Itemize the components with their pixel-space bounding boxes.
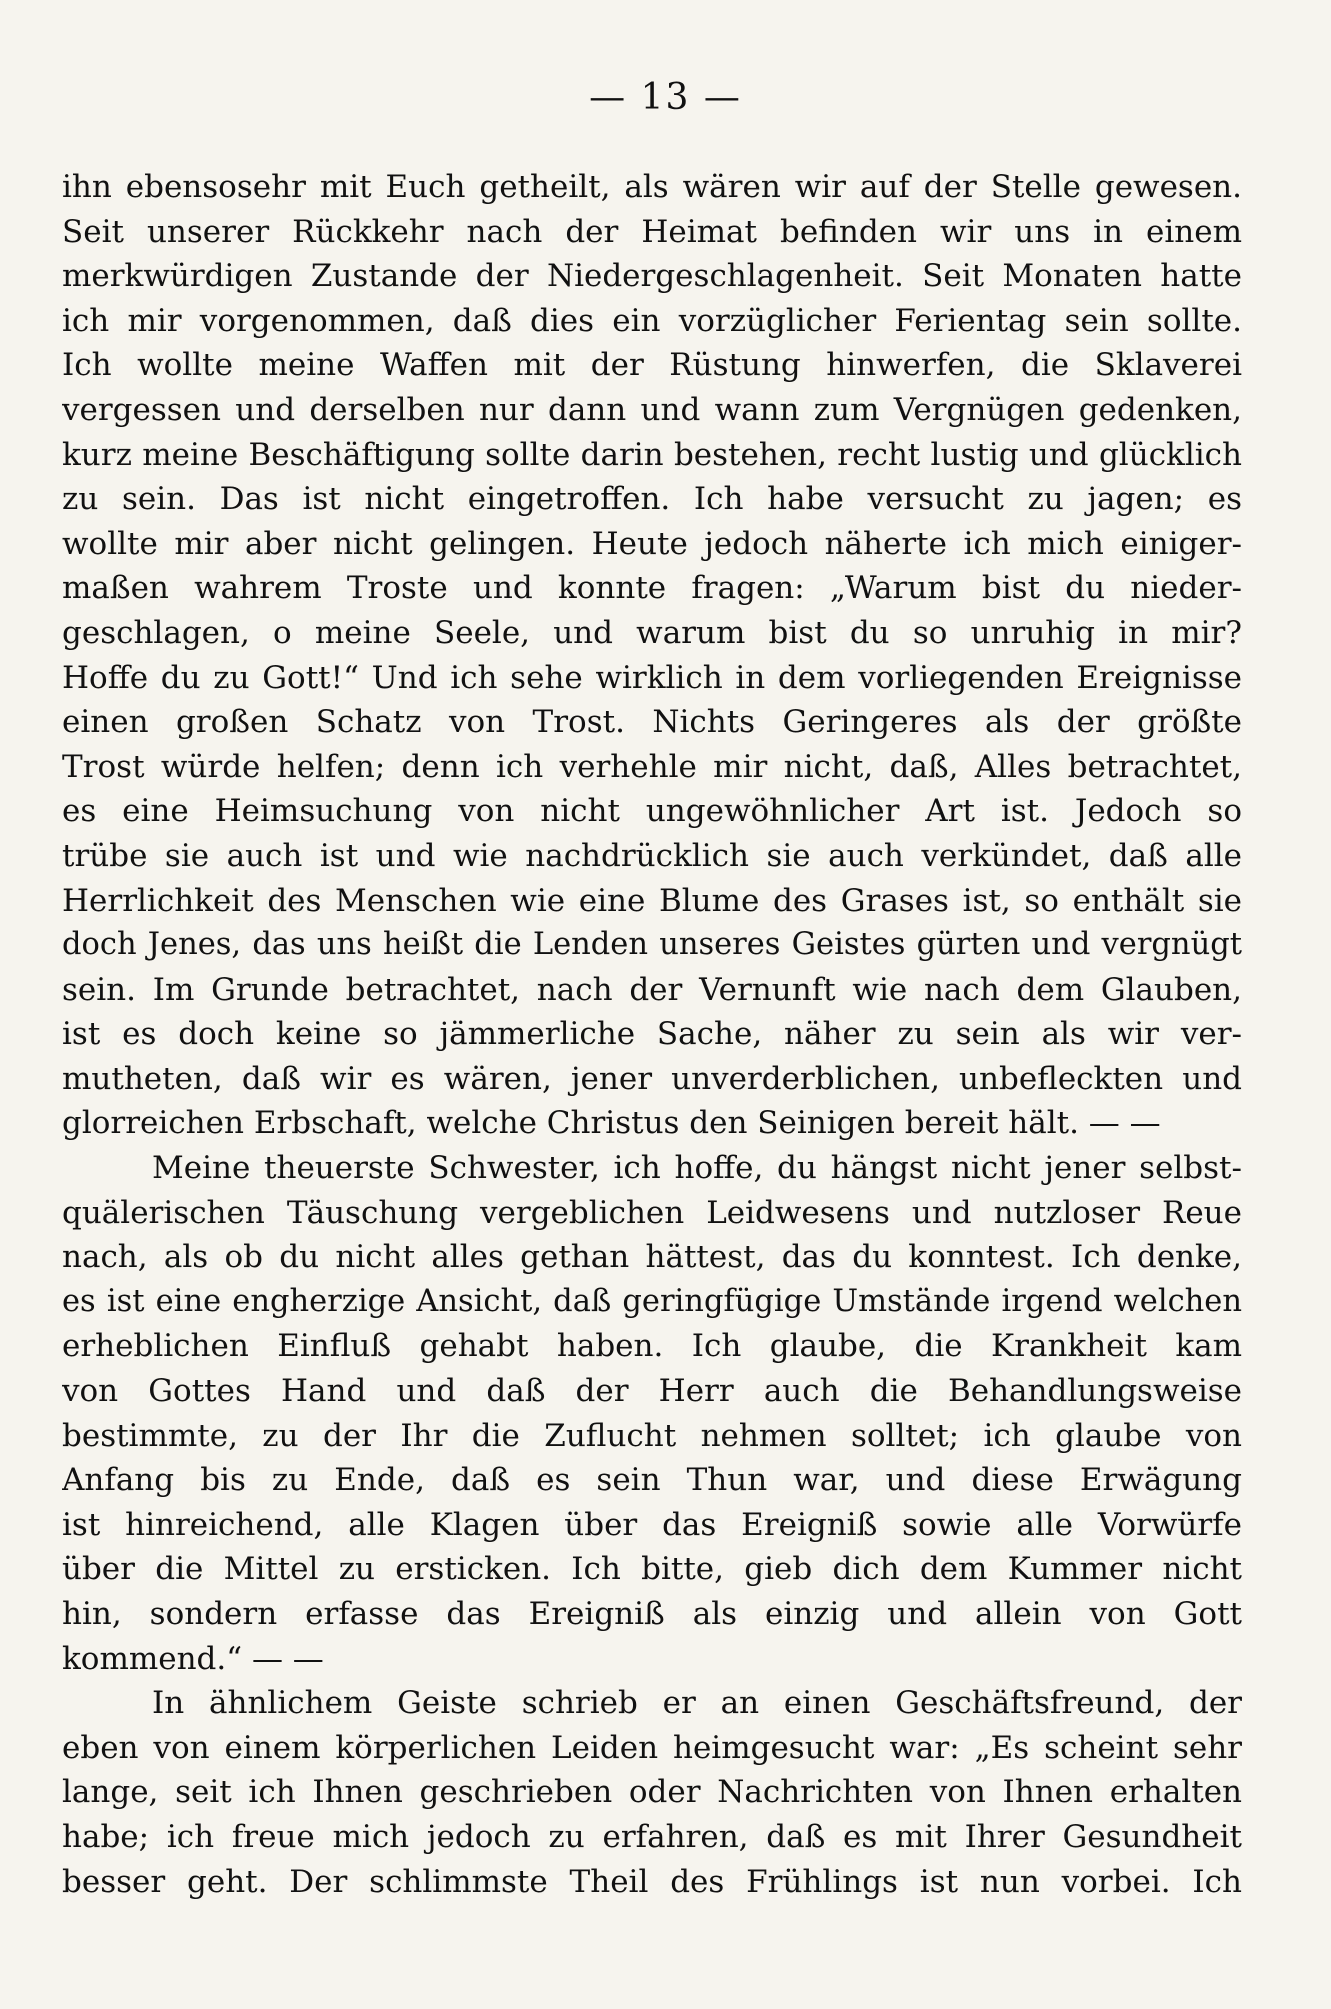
text-line: eben von einem körperlichen Leiden heimgesucht war: „Es scheint sehr (62, 1729, 1242, 1766)
text-line: wollte mir aber nicht gelingen. Heute jedoch näherte ich mich einiger- (62, 525, 1242, 562)
text-line: von Gottes Hand und daß der Herr auch die Behandlungsweise (62, 1373, 1242, 1410)
text-line: bestimmte, zu der Ihr die Zuflucht nehmen solltet; ich glaube von (62, 1417, 1242, 1454)
text-line: kommend.“ — — (62, 1640, 324, 1677)
text-line: mutheten, daß wir es wären, jener unverderblichen, unbefleckten und (62, 1060, 1242, 1097)
text-line: Seit unserer Rückkehr nach der Heimat befinden wir uns in einem (62, 213, 1242, 250)
text-line: In ähnlichem Geiste schrieb er an einen Geschäftsfreund, der (152, 1685, 1242, 1722)
text-line: ich mir vorgenommen, daß dies ein vorzüglicher Ferientag sein sollte. (62, 302, 1242, 339)
page-number: — 13 — (589, 77, 742, 118)
body-text (62, 165, 1242, 1904)
text-line: geschlagen, o meine Seele, und warum bist du so unruhig in mir? (62, 614, 1242, 651)
text-line: quälerischen Täuschung vergeblichen Leidwesens und nutzloser Reue (62, 1194, 1242, 1231)
text-line: hin, sondern erfasse das Ereigniß als einzig und allein von Gott (62, 1596, 1242, 1632)
text-line: lange, seit ich Ihnen geschrieben oder Nachrichten von Ihnen erhalten (62, 1774, 1242, 1811)
text-line: über die Mittel zu ersticken. Ich bitte, gieb dich dem Kummer nicht (62, 1551, 1242, 1588)
text-line: doch Jenes, das uns heißt die Lenden unseres Geistes gürten und vergnügt (62, 927, 1242, 963)
text-line: Trost würde helfen; denn ich verhehle mir nicht, daß, Alles betrachtet, (62, 748, 1242, 785)
text-line: ihn ebensosehr mit Euch getheilt, als wären wir auf der Stelle gewesen. (62, 169, 1242, 205)
text-line: kurz meine Beschäftigung sollte darin bestehen, recht lustig und glücklich (62, 436, 1242, 473)
text-line: merkwürdigen Zustande der Niedergeschlagenheit. Seit Monaten hatte (62, 258, 1242, 295)
text-line: ist hinreichend, alle Klagen über das Ereigniß sowie alle Vorwürfe (62, 1506, 1242, 1543)
text-line: glorreichen Erbschaft, welche Christus den Seinigen bereit hält. — — (62, 1105, 1161, 1142)
text-line: Meine theuerste Schwester, ich hoffe, du hängst nicht jener selbst- (152, 1150, 1242, 1187)
text-line: Herrlichkeit des Menschen wie eine Blume des Grases ist, so enthält sie (62, 882, 1242, 919)
text-line: nach, als ob du nicht alles gethan hättest, das du konntest. Ich denke, (62, 1239, 1242, 1276)
text-line: Anfang bis zu Ende, daß es sein Thun war, und diese Erwägung (62, 1462, 1242, 1499)
text-line: ist es doch keine so jämmerliche Sache, näher zu sein als wir ver- (62, 1016, 1242, 1053)
text-line: vergessen und derselben nur dann und wann zum Vergnügen gedenken, (62, 391, 1242, 428)
text-line: es ist eine engherzige Ansicht, daß geringfügige Umstände irgend welchen (62, 1283, 1242, 1319)
text-line: zu sein. Das ist nicht eingetroffen. Ich habe versucht zu jagen; es (62, 481, 1242, 518)
text-line: einen großen Schatz von Trost. Nichts Geringeres als der größte (62, 704, 1242, 741)
text-line: trübe sie auch ist und wie nachdrücklich sie auch verkündet, daß alle (62, 837, 1242, 874)
text-line: sein. Im Grunde betrachtet, nach der Vernunft wie nach dem Glauben, (62, 971, 1242, 1008)
text-line: besser geht. Der schlimmste Theil des Frühlings ist nun vorbei. Ich (62, 1863, 1242, 1900)
text-line: Hoffe du zu Gott!“ Und ich sehe wirklich in dem vorliegenden Ereignisse (62, 659, 1242, 696)
text-line: maßen wahrem Troste und konnte fragen: „Warum bist du nieder- (62, 570, 1242, 607)
text-line: es eine Heimsuchung von nicht ungewöhnlicher Art ist. Jedoch so (62, 793, 1242, 830)
text-line: Ich wollte meine Waffen mit der Rüstung hinwerfen, die Sklaverei (62, 347, 1242, 384)
text-line: habe; ich freue mich jedoch zu erfahren, daß es mit Ihrer Gesundheit (62, 1818, 1242, 1855)
text-line: erheblichen Einfluß gehabt haben. Ich glaube, die Krankheit kam (62, 1328, 1242, 1365)
